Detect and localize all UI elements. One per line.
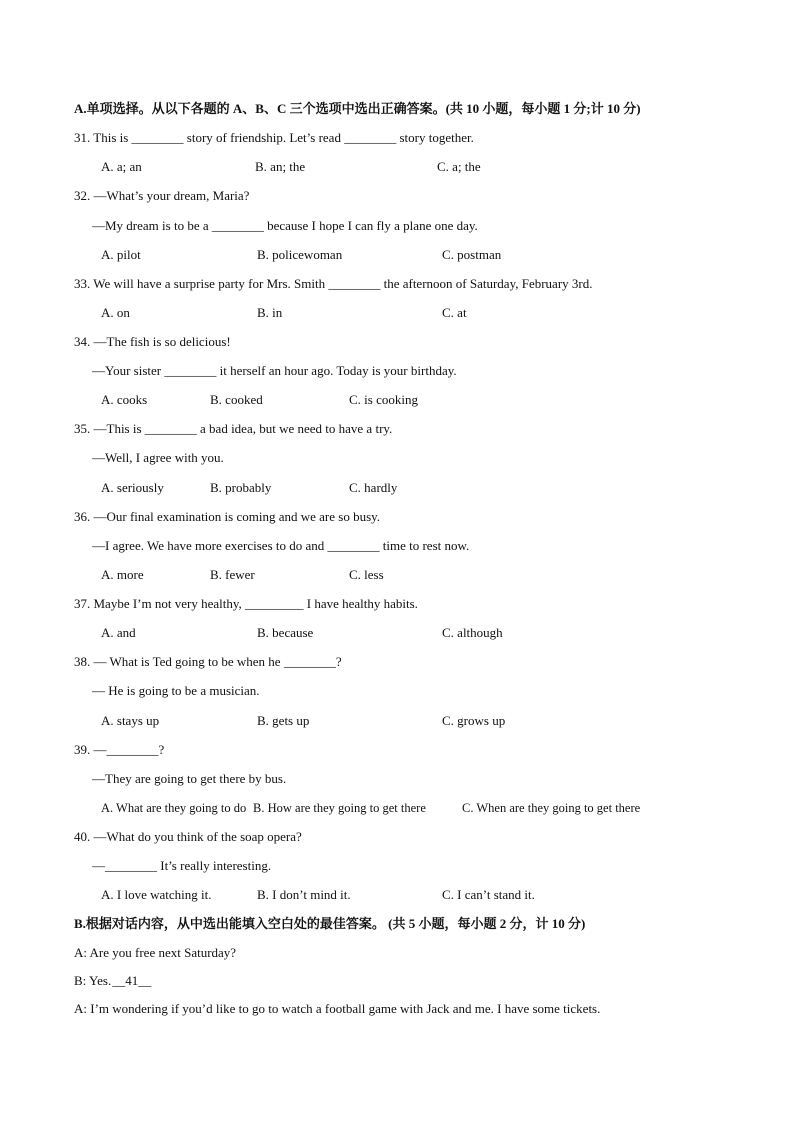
question-31-option-a[interactable]: A. a; an: [101, 159, 142, 174]
question-37-stem: 37. Maybe I’m not very healthy, _________ I have healthy habits.: [74, 596, 418, 611]
question-34-stem: 34. —The fish is so delicious!: [74, 334, 231, 349]
question-35-stem: 35. —This is ________ a bad idea, but we need to have a try.: [74, 421, 393, 436]
question-35-stem-2: —Well, I agree with you.: [92, 450, 224, 465]
question-34-option-a[interactable]: A. cooks: [101, 392, 148, 407]
blank-41[interactable]: __41__: [112, 973, 152, 988]
question-40-option-a[interactable]: A. I love watching it.: [101, 887, 212, 902]
question-32-option-a[interactable]: A. pilot: [101, 247, 141, 262]
question-40-stem: 40. —What do you think of the soap opera?: [74, 829, 302, 844]
question-33-option-b[interactable]: B. in: [257, 305, 283, 320]
question-38-stem: 38. — What is Ted going to be when he ________?: [74, 654, 342, 669]
question-39-stem-2: —They are going to get there by bus.: [92, 771, 287, 786]
question-37-option-c[interactable]: C. although: [442, 625, 503, 640]
question-33-option-a[interactable]: A. on: [101, 305, 130, 320]
question-31-stem: 31. This is ________ story of friendship. Let’s read ________ story together.: [74, 130, 474, 145]
question-36-option-a[interactable]: A. more: [101, 567, 144, 582]
question-39-stem: 39. —________?: [74, 742, 165, 757]
question-34-option-c[interactable]: C. is cooking: [349, 392, 418, 407]
question-40-stem-2: —________ It’s really interesting.: [92, 858, 272, 873]
question-34-option-b[interactable]: B. cooked: [210, 392, 263, 407]
question-39-option-a[interactable]: A. What are they going to do: [101, 801, 247, 815]
dialogue-line-3: A: I’m wondering if you’d like to go to watch a football game with Jack and me. I have some tickets.: [74, 1001, 601, 1016]
question-32-stem: 32. —What’s your dream, Maria?: [74, 188, 250, 203]
question-35-option-c[interactable]: C. hardly: [349, 480, 398, 495]
question-39-option-c[interactable]: C. When are they going to get there: [462, 801, 641, 815]
question-38-option-b[interactable]: B. gets up: [257, 713, 310, 728]
question-32-option-c[interactable]: C. postman: [442, 247, 502, 262]
section-b-heading: B.根据对话内容，从中选出能填入空白处的最佳答案。 (共 5 小题，每小题 2 分，计 10 分): [74, 916, 586, 931]
question-31-option-c[interactable]: C. a; the: [437, 159, 481, 174]
question-38-stem-2: — He is going to be a musician.: [92, 683, 260, 698]
question-37-option-b[interactable]: B. because: [257, 625, 314, 640]
question-36-option-c[interactable]: C. less: [349, 567, 384, 582]
question-40-option-c[interactable]: C. I can’t stand it.: [442, 887, 535, 902]
question-36-option-b[interactable]: B. fewer: [210, 567, 255, 582]
section-a-heading: A.单项选择。从以下各题的 A、B、C 三个选项中选出正确答案。(共 10 小题，每小题 1 分;计 10 分): [74, 101, 641, 116]
question-36-stem-2: —I agree. We have more exercises to do and ________ time to rest now.: [92, 538, 470, 553]
question-35-option-a[interactable]: A. seriously: [101, 480, 164, 495]
question-35-option-b[interactable]: B. probably: [210, 480, 272, 495]
question-31-option-b[interactable]: B. an; the: [255, 159, 306, 174]
question-39-option-b[interactable]: B. How are they going to get there: [253, 801, 426, 815]
question-38-option-a[interactable]: A. stays up: [101, 713, 160, 728]
question-40-option-b[interactable]: B. I don’t mind it.: [257, 887, 351, 902]
question-38-option-c[interactable]: C. grows up: [442, 713, 506, 728]
question-32-stem-2: —My dream is to be a ________ because I hope I can fly a plane one day.: [92, 218, 478, 233]
question-33-stem: 33. We will have a surprise party for Mrs. Smith ________ the afternoon of Saturday, February 3rd.: [74, 276, 593, 291]
question-33-option-c[interactable]: C. at: [442, 305, 467, 320]
dialogue-line-2: [74, 973, 151, 989]
dialogue-line-2-text: B: Yes.: [74, 973, 112, 988]
question-36-stem: 36. —Our final examination is coming and we are so busy.: [74, 509, 381, 524]
question-34-stem-2: —Your sister ________ it herself an hour ago. Today is your birthday.: [92, 363, 457, 378]
question-37-option-a[interactable]: A. and: [101, 625, 136, 640]
dialogue-line-1: A: Are you free next Saturday?: [74, 945, 237, 960]
question-32-option-b[interactable]: B. policewoman: [257, 247, 343, 262]
